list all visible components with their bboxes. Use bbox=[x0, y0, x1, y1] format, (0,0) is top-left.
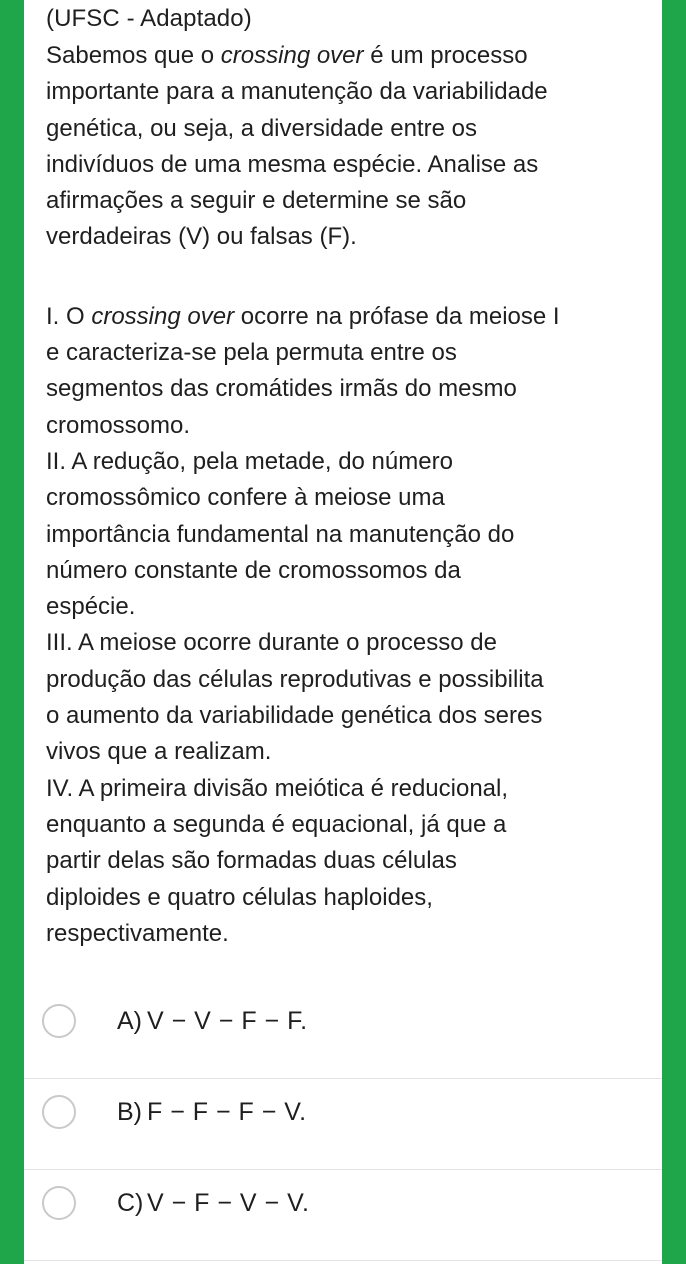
question-source: (UFSC - Adaptado) bbox=[46, 5, 252, 32]
radio-button-icon[interactable] bbox=[42, 1186, 76, 1220]
option-text: F − F − F − V. bbox=[147, 1098, 307, 1126]
right-accent-bar bbox=[662, 0, 686, 1264]
intro-line: genética, ou seja, a diversidade entre os bbox=[46, 114, 477, 142]
statement-line: o aumento da variabilidade genética dos seres bbox=[46, 702, 543, 730]
question-intro bbox=[46, 38, 646, 256]
question-content bbox=[46, 0, 646, 952]
statement-line: vivos que a realizam. bbox=[46, 738, 272, 766]
intro-line: Sabemos que o crossing over é um processo bbox=[46, 42, 528, 69]
statement-line: III. A meiose ocorre durante o processo de bbox=[46, 629, 497, 657]
option-text: V − V − F − F. bbox=[147, 1007, 308, 1035]
statements-list bbox=[46, 299, 646, 952]
statement-line: importância fundamental na manutenção do bbox=[46, 520, 515, 548]
option-letter: A) bbox=[117, 1007, 142, 1035]
statement-line: e caracteriza-se pela permuta entre os bbox=[46, 339, 457, 367]
answer-option-c[interactable] bbox=[24, 1170, 662, 1261]
answer-option-a[interactable] bbox=[24, 988, 662, 1079]
radio-button-icon[interactable] bbox=[42, 1004, 76, 1038]
statement-line: produção das células reprodutivas e possibilita bbox=[46, 665, 544, 693]
intro-line: indivíduos de uma mesma espécie. Analise as bbox=[46, 150, 539, 178]
left-accent-bar bbox=[0, 0, 24, 1264]
statement-line: diploides e quatro células haploides, bbox=[46, 883, 433, 911]
answer-option-b[interactable] bbox=[24, 1079, 662, 1170]
radio-button-icon[interactable] bbox=[42, 1095, 76, 1129]
statement-line: partir delas são formadas duas células bbox=[46, 847, 457, 875]
option-letter: C) bbox=[117, 1189, 144, 1217]
statement-line: número constante de cromossomos da bbox=[46, 556, 461, 584]
statement-line: respectivamente. bbox=[46, 919, 229, 947]
statement-line: enquanto a segunda é equacional, já que a bbox=[46, 810, 507, 838]
statement-line: cromossomo. bbox=[46, 411, 191, 439]
intro-line: verdadeiras (V) ou falsas (F). bbox=[46, 223, 357, 251]
option-letter: B) bbox=[117, 1098, 142, 1126]
answer-options bbox=[24, 988, 662, 1261]
option-text: V − F − V − V. bbox=[147, 1189, 310, 1217]
statement-line: espécie. bbox=[46, 593, 136, 621]
statement-line: IV. A primeira divisão meiótica é reducional, bbox=[46, 774, 509, 802]
statement-line: I. O crossing over ocorre na prófase da meiose I bbox=[46, 302, 560, 330]
statement-line: segmentos das cromátides irmãs do mesmo bbox=[46, 375, 517, 403]
intro-line: importante para a manutenção da variabilidade bbox=[46, 78, 548, 106]
intro-line: afirmações a seguir e determine se são bbox=[46, 187, 467, 215]
statement-line: cromossômico confere à meiose uma bbox=[46, 484, 445, 512]
statement-line: II. A redução, pela metade, do número bbox=[46, 447, 453, 475]
